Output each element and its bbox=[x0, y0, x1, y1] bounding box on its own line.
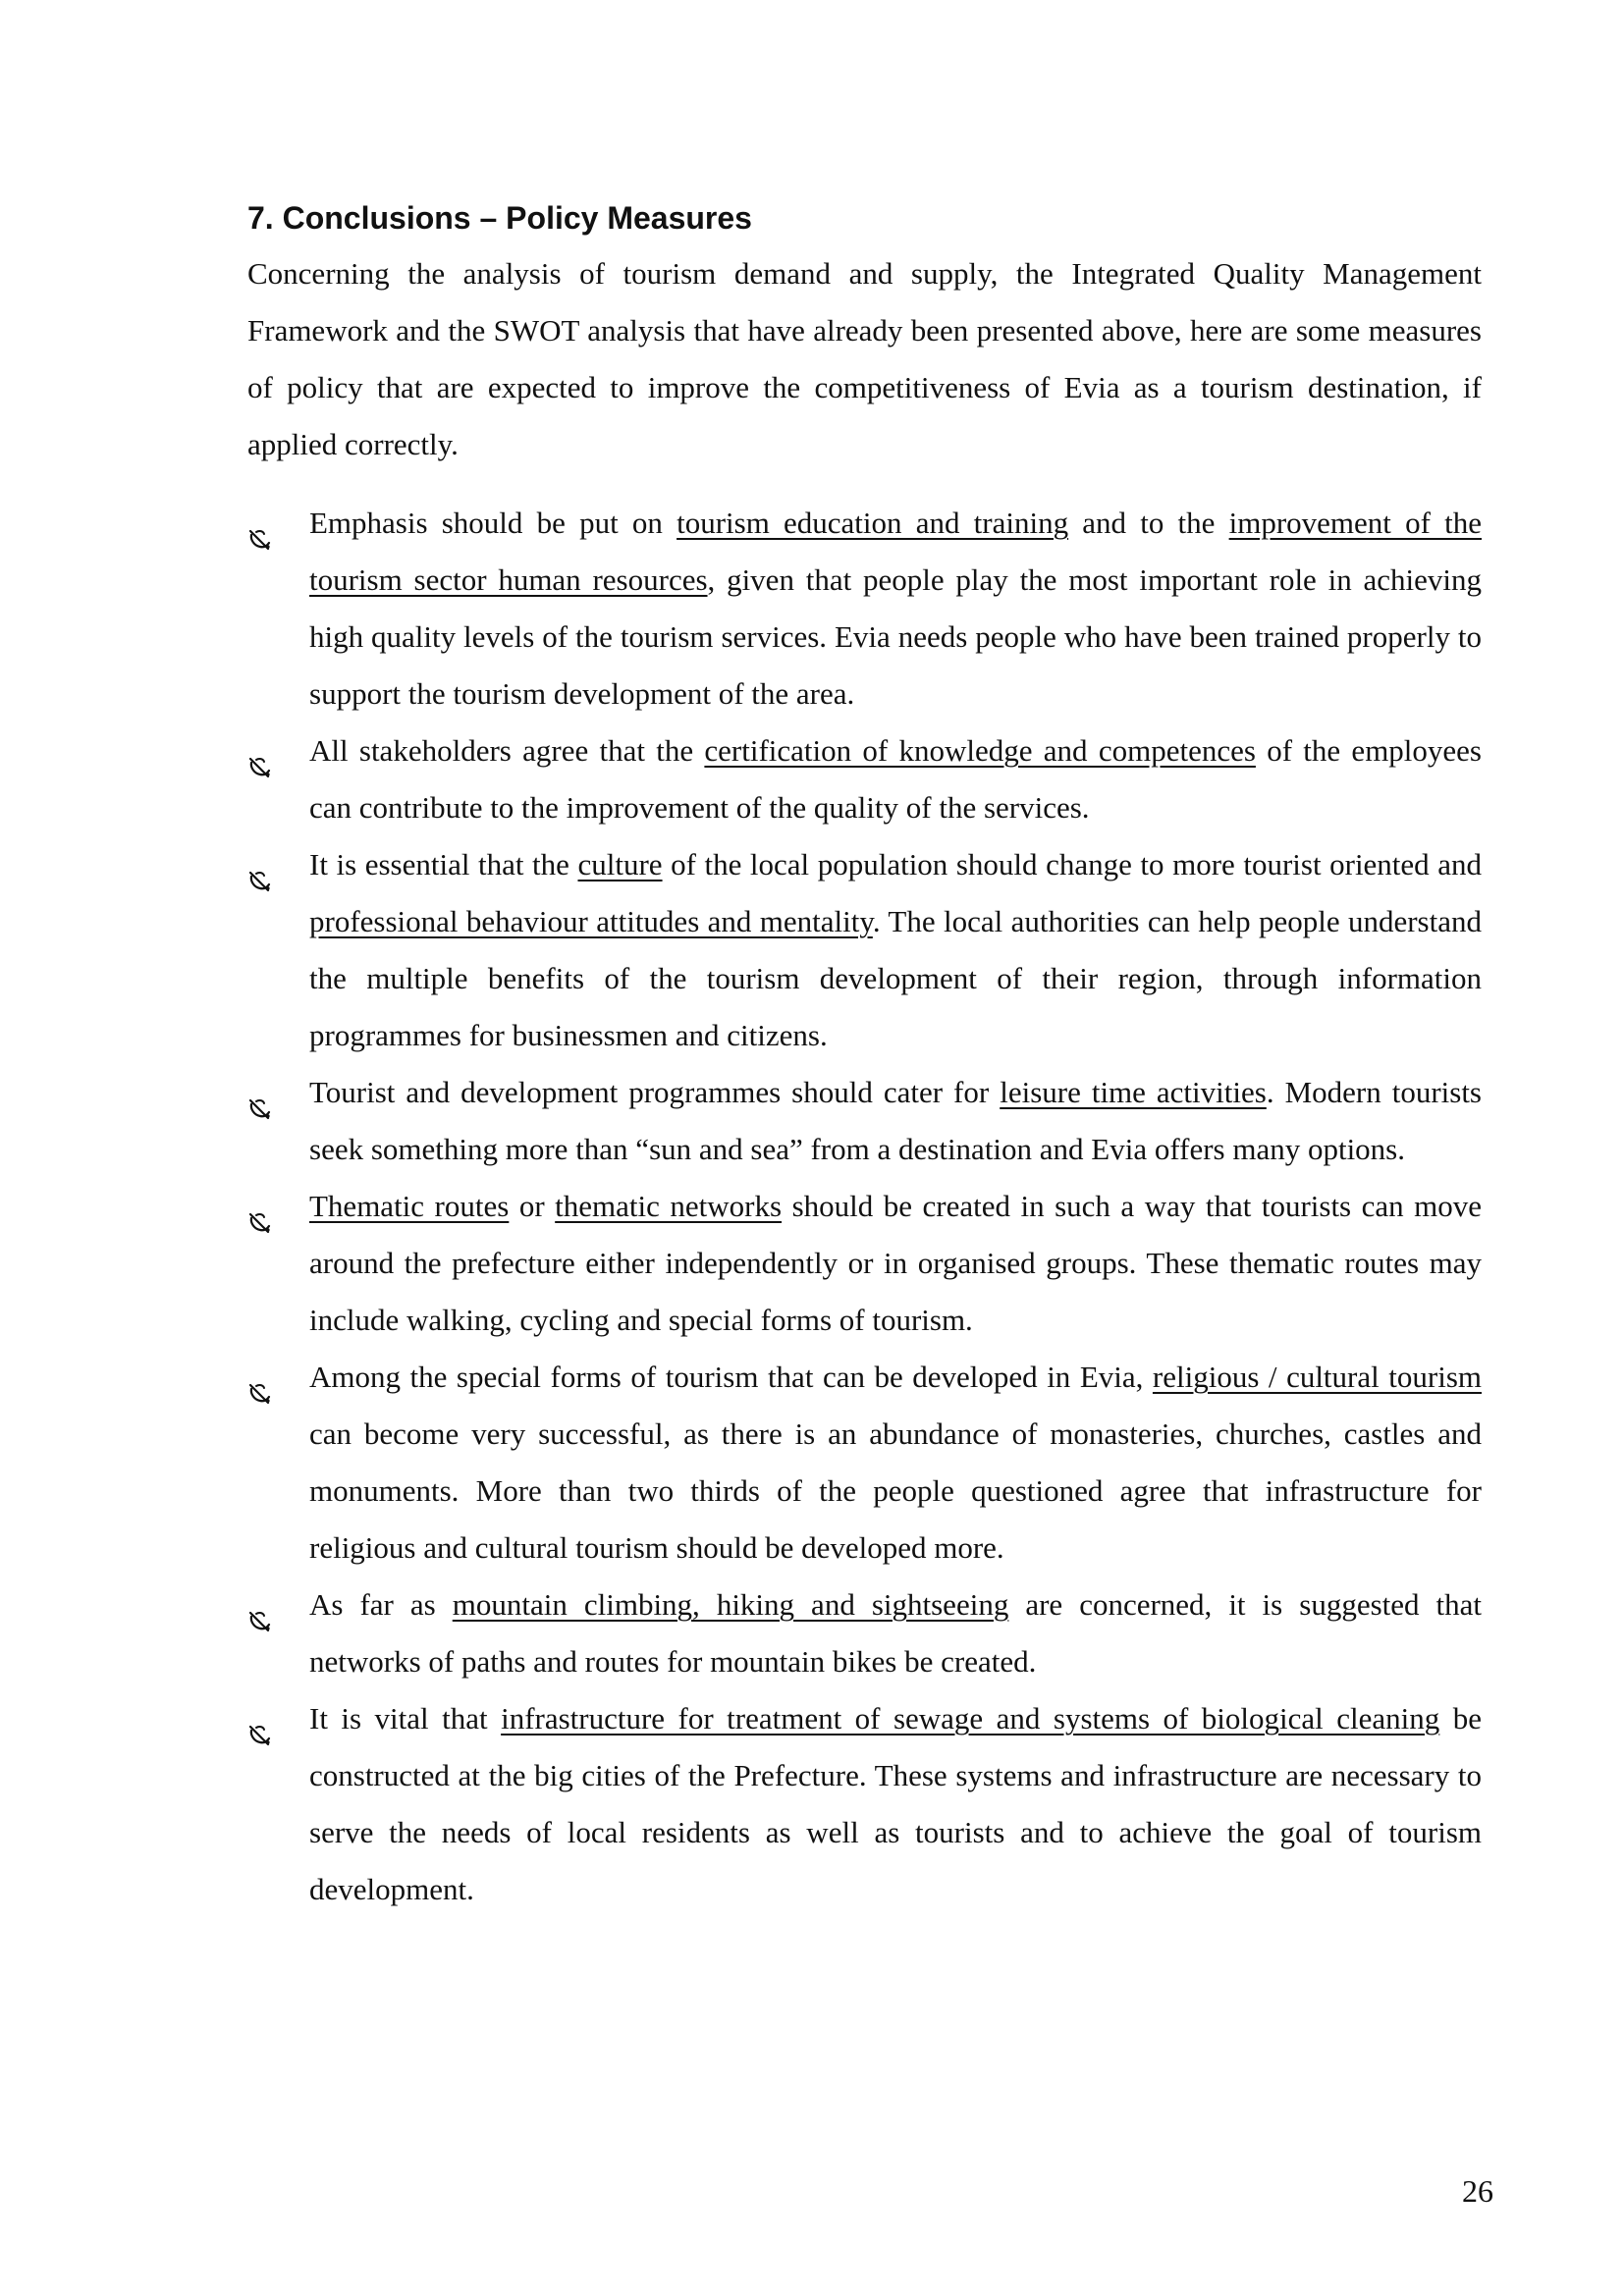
intro-paragraph: Concerning the analysis of tourism demand and supply, the Integrated Quality Management Framework and the SWOT analysis that have already been presented above, here are some measures of policy that are expected to improve the competitiveness of Evia as a tourism destination, if applied correctly. bbox=[247, 256, 1482, 461]
text-run: of the employees can contribute to the improvement of the quality of the services. bbox=[309, 733, 1483, 825]
list-item bbox=[247, 1576, 1482, 1690]
text-run: . Modern tourists seek something more than “sun and sea” from a destination and Evia offers many options. bbox=[309, 1075, 1482, 1166]
hand-write-icon bbox=[247, 1197, 273, 1222]
text-run: , given that people play the most important role in achieving high quality levels of the tourism services. Evia needs people who have been trained properly to support the tourism development of the area. bbox=[309, 562, 1482, 711]
text-run: As far as bbox=[309, 1587, 453, 1622]
underlined-phrase: certification of knowledge and competences bbox=[704, 733, 1256, 768]
text-run: should be created in such a way that tourists can move around the prefecture either independently or in organised groups. These thematic routes may include walking, cycling and special forms of tourism. bbox=[309, 1189, 1483, 1337]
list-item bbox=[247, 1178, 1482, 1349]
hand-write-icon bbox=[247, 855, 273, 881]
text-run: and to the bbox=[1068, 506, 1229, 540]
page-number: 26 bbox=[1462, 2173, 1493, 2209]
list-item bbox=[247, 836, 1482, 1064]
hand-write-icon bbox=[247, 1367, 273, 1393]
list-item-text bbox=[309, 1360, 1482, 1565]
text-run: All stakeholders agree that the bbox=[309, 733, 705, 768]
list-item bbox=[247, 1690, 1482, 1918]
underlined-phrase: leisure time activities bbox=[1000, 1075, 1267, 1109]
list-item bbox=[247, 1349, 1482, 1576]
underlined-phrase: thematic networks bbox=[555, 1189, 783, 1223]
text-run: It is essential that the bbox=[309, 847, 578, 881]
text-run: . The local authorities can help people understand the multiple benefits of the tourism development of their region, through information programmes for businessmen and citizens. bbox=[309, 904, 1482, 1052]
list-item bbox=[247, 1064, 1482, 1178]
text-run: be constructed at the big cities of the Prefecture. These systems and infrastructure are necessary to serve the needs of local residents as well as tourists and to achieve the goal of tourism development. bbox=[309, 1701, 1482, 1906]
underlined-phrase: mountain climbing, hiking and sightseeing bbox=[452, 1587, 1009, 1622]
underlined-phrase: professional behaviour attitudes and mentality bbox=[309, 904, 873, 938]
text-run: of the local population should change to more tourist oriented and bbox=[662, 847, 1482, 881]
list-item-text bbox=[309, 1587, 1482, 1679]
text-run: are concerned, it is suggested that networks of paths and routes for mountain bikes be created. bbox=[309, 1587, 1483, 1679]
list-item bbox=[247, 722, 1482, 836]
list-item-text bbox=[309, 1075, 1482, 1166]
text-run: or bbox=[509, 1189, 556, 1223]
hand-write-icon bbox=[247, 513, 273, 539]
policy-measures-list bbox=[247, 495, 1482, 1918]
hand-write-icon bbox=[247, 1709, 273, 1735]
underlined-phrase: religious / cultural tourism bbox=[1152, 1360, 1482, 1394]
text-run: can become very successful, as there is an abundance of monasteries, churches, castles and monuments. More than two thirds of the people questioned agree that infrastructure for religious and cultural tourism should be developed more. bbox=[309, 1416, 1482, 1565]
text-run: Emphasis should be put on bbox=[309, 506, 677, 540]
list-item bbox=[247, 495, 1482, 722]
hand-write-icon bbox=[247, 1083, 273, 1108]
hand-write-icon bbox=[247, 741, 273, 767]
text-run: It is vital that bbox=[309, 1701, 502, 1735]
underlined-phrase: improvement of the tourism sector human resources bbox=[309, 506, 1482, 597]
list-item-text bbox=[309, 506, 1482, 711]
underlined-phrase: tourism education and training bbox=[677, 506, 1069, 540]
text-run: Among the special forms of tourism that can be developed in Evia, bbox=[309, 1360, 1153, 1394]
section-heading: 7. Conclusions – Policy Measures bbox=[247, 200, 752, 236]
list-item-text bbox=[309, 1189, 1482, 1337]
underlined-phrase: infrastructure for treatment of sewage and systems of biological cleaning bbox=[501, 1701, 1440, 1735]
list-item-text bbox=[309, 733, 1482, 825]
underlined-phrase: Thematic routes bbox=[309, 1189, 510, 1223]
text-run: Tourist and development programmes should cater for bbox=[309, 1075, 1001, 1109]
page-content bbox=[247, 194, 1482, 1918]
list-item-text bbox=[309, 1701, 1482, 1906]
list-item-text bbox=[309, 847, 1482, 1052]
underlined-phrase: culture bbox=[577, 847, 663, 881]
hand-write-icon bbox=[247, 1595, 273, 1621]
